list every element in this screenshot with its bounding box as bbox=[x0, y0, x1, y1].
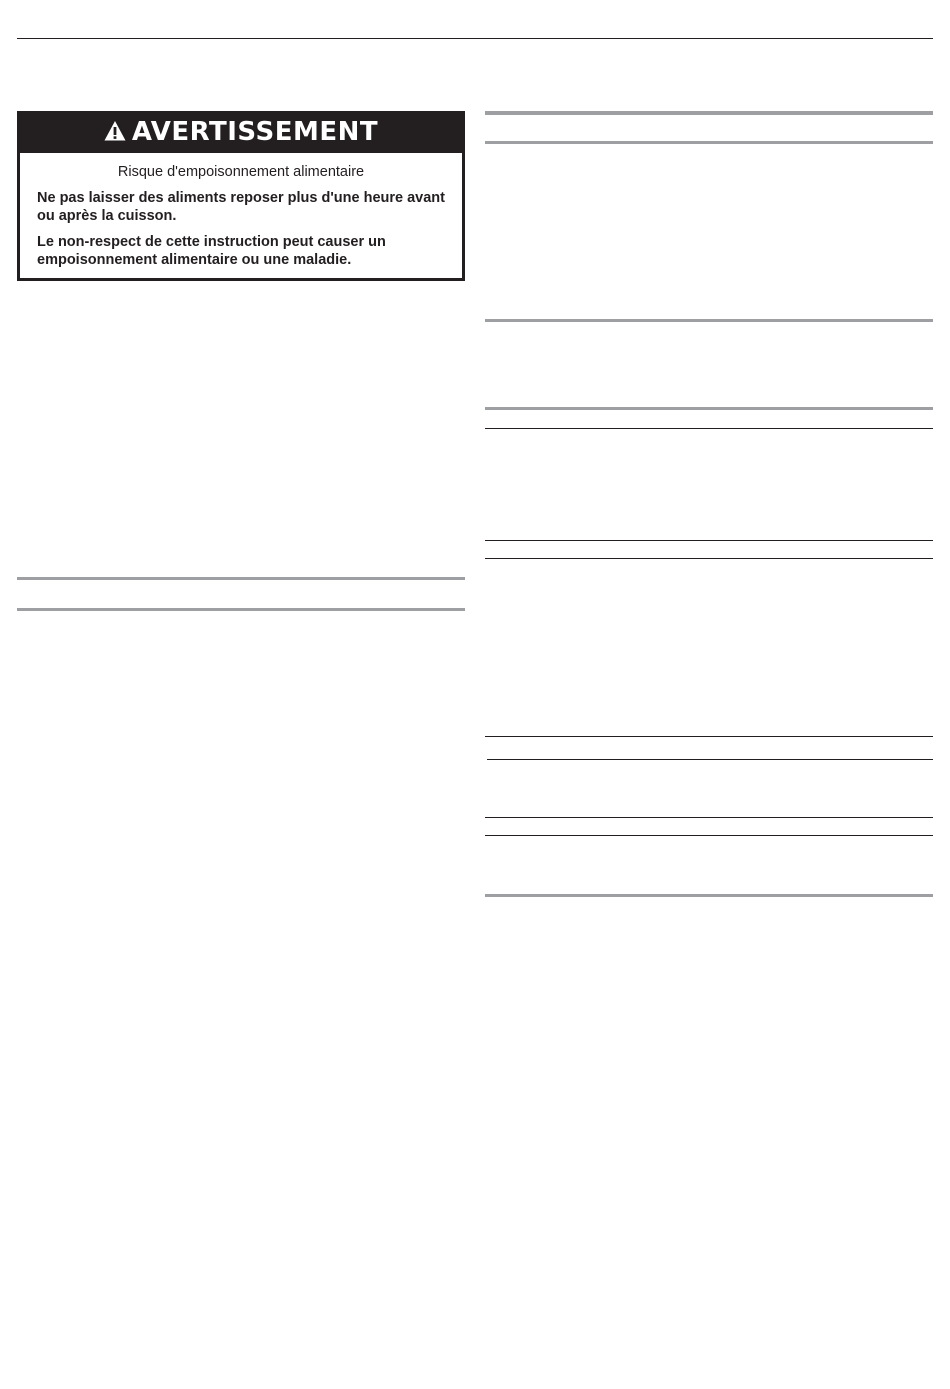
warning-header bbox=[17, 111, 465, 153]
warning-body bbox=[20, 153, 462, 278]
warning-triangle-icon bbox=[104, 120, 126, 142]
section-rule-right-1a bbox=[485, 111, 933, 115]
section-rule-right-2 bbox=[485, 319, 933, 322]
hazard-title: Risque d'empoisonnement alimentaire bbox=[117, 164, 365, 180]
table-rule bbox=[485, 736, 933, 737]
warning-paragraph: Le non-respect de cette instruction peut causer un empoisonnement alimentaire ou une maladie. bbox=[37, 234, 386, 268]
table-rule bbox=[485, 428, 933, 429]
page-top-rule bbox=[17, 38, 933, 39]
warning-box bbox=[17, 111, 465, 281]
section-rule-right-bottom bbox=[485, 894, 933, 897]
table-rule bbox=[487, 759, 933, 760]
warning-paragraph: Ne pas laisser des aliments reposer plus d'une heure avant ou après la cuisson. bbox=[37, 190, 445, 224]
table-rule bbox=[485, 558, 933, 559]
section-rule-left-top bbox=[17, 577, 465, 580]
section-rule-right-3 bbox=[485, 407, 933, 410]
warning-title: AVERTISSEMENT bbox=[131, 117, 379, 147]
table-rule bbox=[485, 540, 933, 541]
table-rule bbox=[485, 835, 933, 836]
table-rule bbox=[485, 817, 933, 818]
section-rule-right-1b bbox=[485, 141, 933, 144]
section-rule-left-bottom bbox=[17, 608, 465, 611]
